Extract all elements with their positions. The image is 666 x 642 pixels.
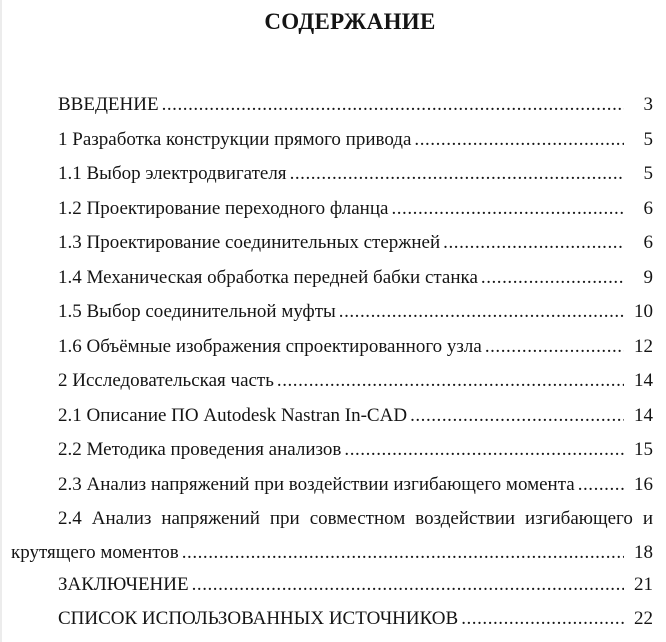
- toc-entry[interactable]: [2, 295, 666, 330]
- toc-page-number: 5: [643, 128, 653, 150]
- dot-leader: [461, 602, 624, 637]
- dot-leader: [277, 364, 624, 399]
- table-of-contents: [2, 88, 666, 637]
- toc-entry-text: СПИСОК ИСПОЛЬЗОВАННЫХ ИСТОЧНИКОВ: [58, 608, 459, 629]
- dot-leader: [481, 261, 624, 296]
- toc-entry[interactable]: [2, 468, 666, 503]
- toc-entry-text: 1.3 Проектирование соединительных стержней: [58, 232, 441, 253]
- toc-entry[interactable]: [2, 123, 666, 158]
- toc-page-number: 9: [643, 266, 653, 288]
- toc-entry-text: 1.6 Объёмные изображения спроектированного узла: [58, 335, 482, 357]
- toc-page-number: 12: [634, 335, 653, 357]
- toc-page-number: 14: [634, 404, 653, 426]
- toc-entry[interactable]: [2, 602, 666, 637]
- toc-page-number: 14: [634, 370, 653, 391]
- toc-page-number: 18: [634, 541, 653, 563]
- toc-page-number: 5: [643, 163, 653, 184]
- toc-entry[interactable]: [2, 399, 666, 434]
- dot-leader: [391, 192, 624, 227]
- toc-entry[interactable]: [2, 157, 666, 192]
- dot-leader: [443, 226, 624, 261]
- toc-entry-text: ЗАКЛЮЧЕНИЕ: [58, 573, 189, 595]
- toc-page-number: 21: [634, 573, 653, 595]
- toc-page-number: 6: [643, 197, 653, 219]
- toc-entry-wrap[interactable]: [2, 537, 666, 568]
- toc-page-number: 3: [643, 94, 653, 115]
- toc-entry[interactable]: [2, 192, 666, 227]
- dot-leader: [290, 157, 624, 192]
- dot-leader: [182, 537, 624, 568]
- dot-leader: [339, 295, 624, 330]
- page-title: СОДЕРЖАНИЕ: [264, 9, 436, 34]
- dot-leader: [578, 468, 624, 503]
- dot-leader: [162, 88, 624, 123]
- toc-entry-text: 1 Разработка конструкции прямого привода: [58, 128, 412, 150]
- toc-entry-text: 2 Исследовательская часть: [58, 370, 274, 391]
- toc-entry-text: 2.4 Анализ напряжений при совместном воздействии изгибающего и: [58, 508, 653, 529]
- toc-entry[interactable]: [2, 364, 666, 399]
- toc-page-number: 10: [634, 301, 653, 322]
- toc-entry-text: ВВЕДЕНИЕ: [58, 94, 159, 115]
- toc-entry-text: 1.5 Выбор соединительной муфты: [58, 301, 336, 322]
- toc-entry-text: 2.1 Описание ПО Autodesk Nastran In-CAD: [58, 404, 408, 426]
- toc-entry[interactable]: [2, 261, 666, 296]
- toc-entry-text: 1.1 Выбор электродвигателя: [58, 163, 287, 184]
- toc-entry-text: 1.4 Механическая обработка передней бабки станка: [58, 266, 478, 288]
- toc-entry[interactable]: [2, 88, 666, 123]
- dot-leader: [414, 123, 624, 158]
- toc-entry-text: крутящего моментов: [11, 541, 179, 563]
- toc-page-number: 22: [634, 608, 653, 629]
- dot-leader: [485, 330, 624, 365]
- toc-page-number: 16: [634, 473, 653, 495]
- toc-entry[interactable]: [2, 330, 666, 365]
- toc-entry-text: 2.2 Методика проведения анализов: [58, 439, 342, 460]
- toc-entry[interactable]: [2, 568, 666, 603]
- toc-entry-text: 1.2 Проектирование переходного фланца: [58, 197, 389, 219]
- toc-page-number: 15: [634, 439, 653, 460]
- dot-leader: [192, 568, 624, 603]
- toc-entry[interactable]: [2, 502, 666, 537]
- toc-page-number: 6: [643, 232, 653, 253]
- toc-entry[interactable]: [2, 226, 666, 261]
- toc-entry-text: 2.3 Анализ напряжений при воздействии изгибающего момента: [58, 473, 575, 495]
- dot-leader: [344, 433, 624, 468]
- dot-leader: [410, 399, 624, 434]
- toc-entry[interactable]: [2, 433, 666, 468]
